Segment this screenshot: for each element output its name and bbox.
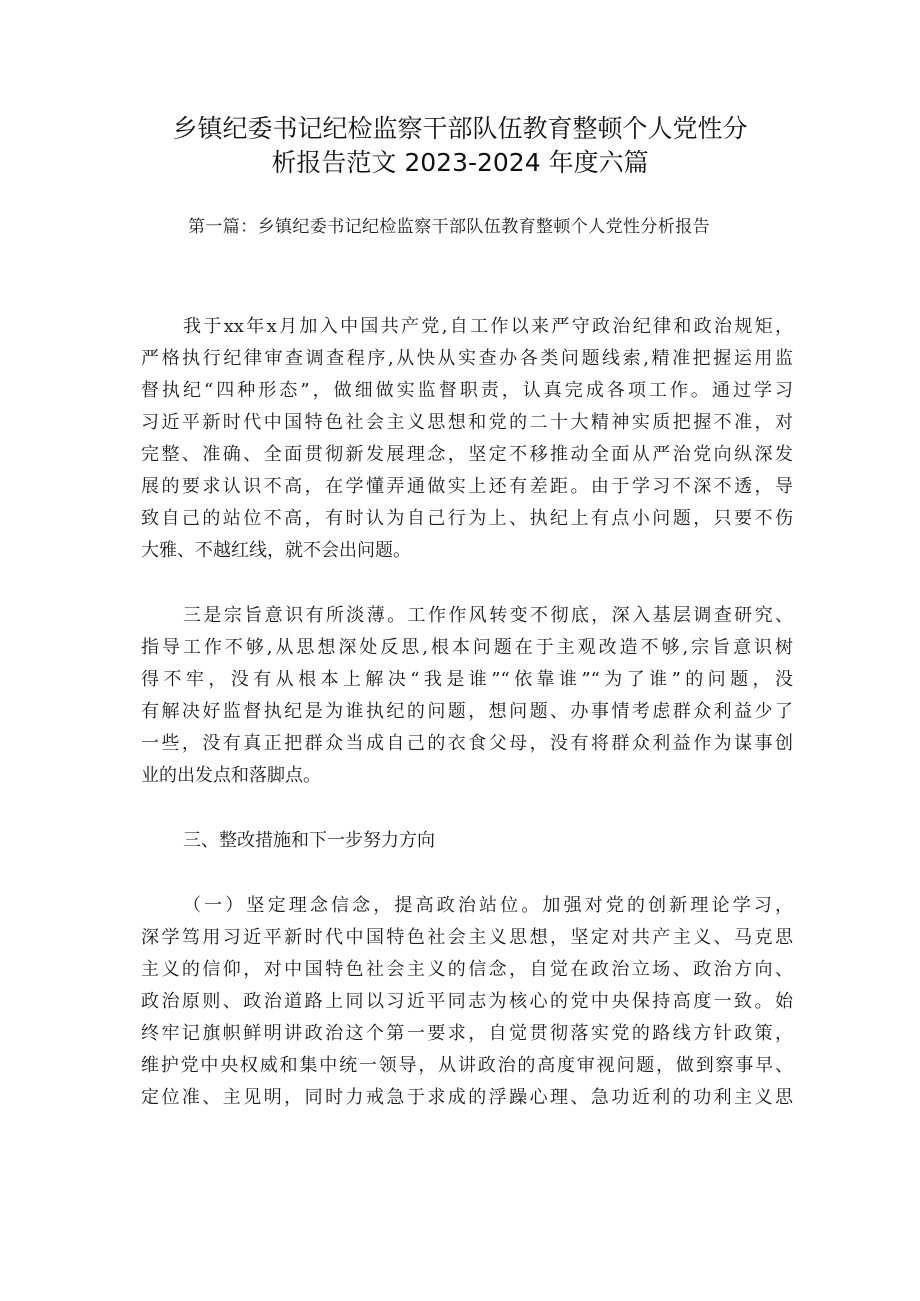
paragraph-2-line: 三是宗旨意识有所淡薄。工作作风转变不彻底，深入基层调查研究、 — [183, 605, 793, 626]
paragraph-1-line: 展的要求认识不高，在学懂弄通做实上还有差距。由于学习不深不透，导 — [141, 476, 793, 497]
paragraph-2-line: 业的出发点和落脚点。 — [141, 765, 321, 786]
paragraph-3-line: 主义的信仰，对中国特色社会主义的信念，自觉在政治立场、政治方向、 — [141, 959, 793, 980]
section-heading: 三、整改措施和下一步努力方向 — [183, 830, 435, 851]
section-subtitle: 第一篇：乡镇纪委书记纪检监察干部队伍教育整顿个人党性分析报告 — [188, 217, 710, 237]
paragraph-1-line: 大雅、不越红线，就不会出问题。 — [141, 540, 411, 561]
paragraph-2-line: 指导工作不够,从思想深处反思,根本问题在于主观改造不够,宗旨意识树 — [141, 637, 793, 658]
paragraph-1-line: 致自己的站位不高，有时认为自己行为上、执纪上有点小问题，只要不伤 — [141, 508, 793, 529]
paragraph-3-line: 深学笃用习近平新时代中国特色社会主义思想，坚定对共产主义、马克思 — [141, 927, 793, 948]
paragraph-3-line: 终牢记旗帜鲜明讲政治这个第一要求，自觉贯彻落实党的路线方针政策， — [141, 1023, 793, 1044]
paragraph-2-line: 得不牢，没有从根本上解决“我是谁”“依靠谁”“为了谁”的问题，没 — [141, 669, 793, 690]
paragraph-3-line: 维护党中央权威和集中统一领导，从讲政治的高度审视问题，做到察事早、 — [141, 1055, 793, 1076]
paragraph-3-line: （一）坚定理念信念，提高政治站位。加强对党的创新理论学习， — [183, 895, 793, 916]
document-title-line-1: 乡镇纪委书记纪检监察干部队伍教育整顿个人党性分 — [172, 114, 748, 143]
document-title-line-2: 析报告范文 2023-2024 年度六篇 — [271, 148, 649, 177]
paragraph-1-line: 我于xx年x月加入中国共产党,自工作以来严守政治纪律和政治规矩， — [183, 316, 793, 337]
paragraph-2-line: 一些，没有真正把群众当成自己的衣食父母，没有将群众利益作为谋事创 — [141, 733, 793, 754]
paragraph-3-line: 政治原则、政治道路上同以习近平同志为核心的党中央保持高度一致。始 — [141, 991, 793, 1012]
paragraph-1-line: 督执纪“四种形态”，做细做实监督职责，认真完成各项工作。通过学习 — [141, 380, 793, 401]
paragraph-1-line: 习近平新时代中国特色社会主义思想和党的二十大精神实质把握不准，对 — [141, 412, 793, 433]
paragraph-1-line: 严格执行纪律审查调查程序,从快从实查办各类问题线索,精准把握运用监 — [141, 348, 793, 369]
paragraph-1-line: 完整、准确、全面贯彻新发展理念，坚定不移推动全面从严治党向纵深发 — [141, 444, 793, 465]
paragraph-3-line: 定位准、主见明，同时力戒急于求成的浮躁心理、急功近利的功利主义思 — [141, 1087, 793, 1108]
paragraph-2-line: 有解决好监督执纪是为谁执纪的问题，想问题、办事情考虑群众利益少了 — [141, 701, 793, 722]
